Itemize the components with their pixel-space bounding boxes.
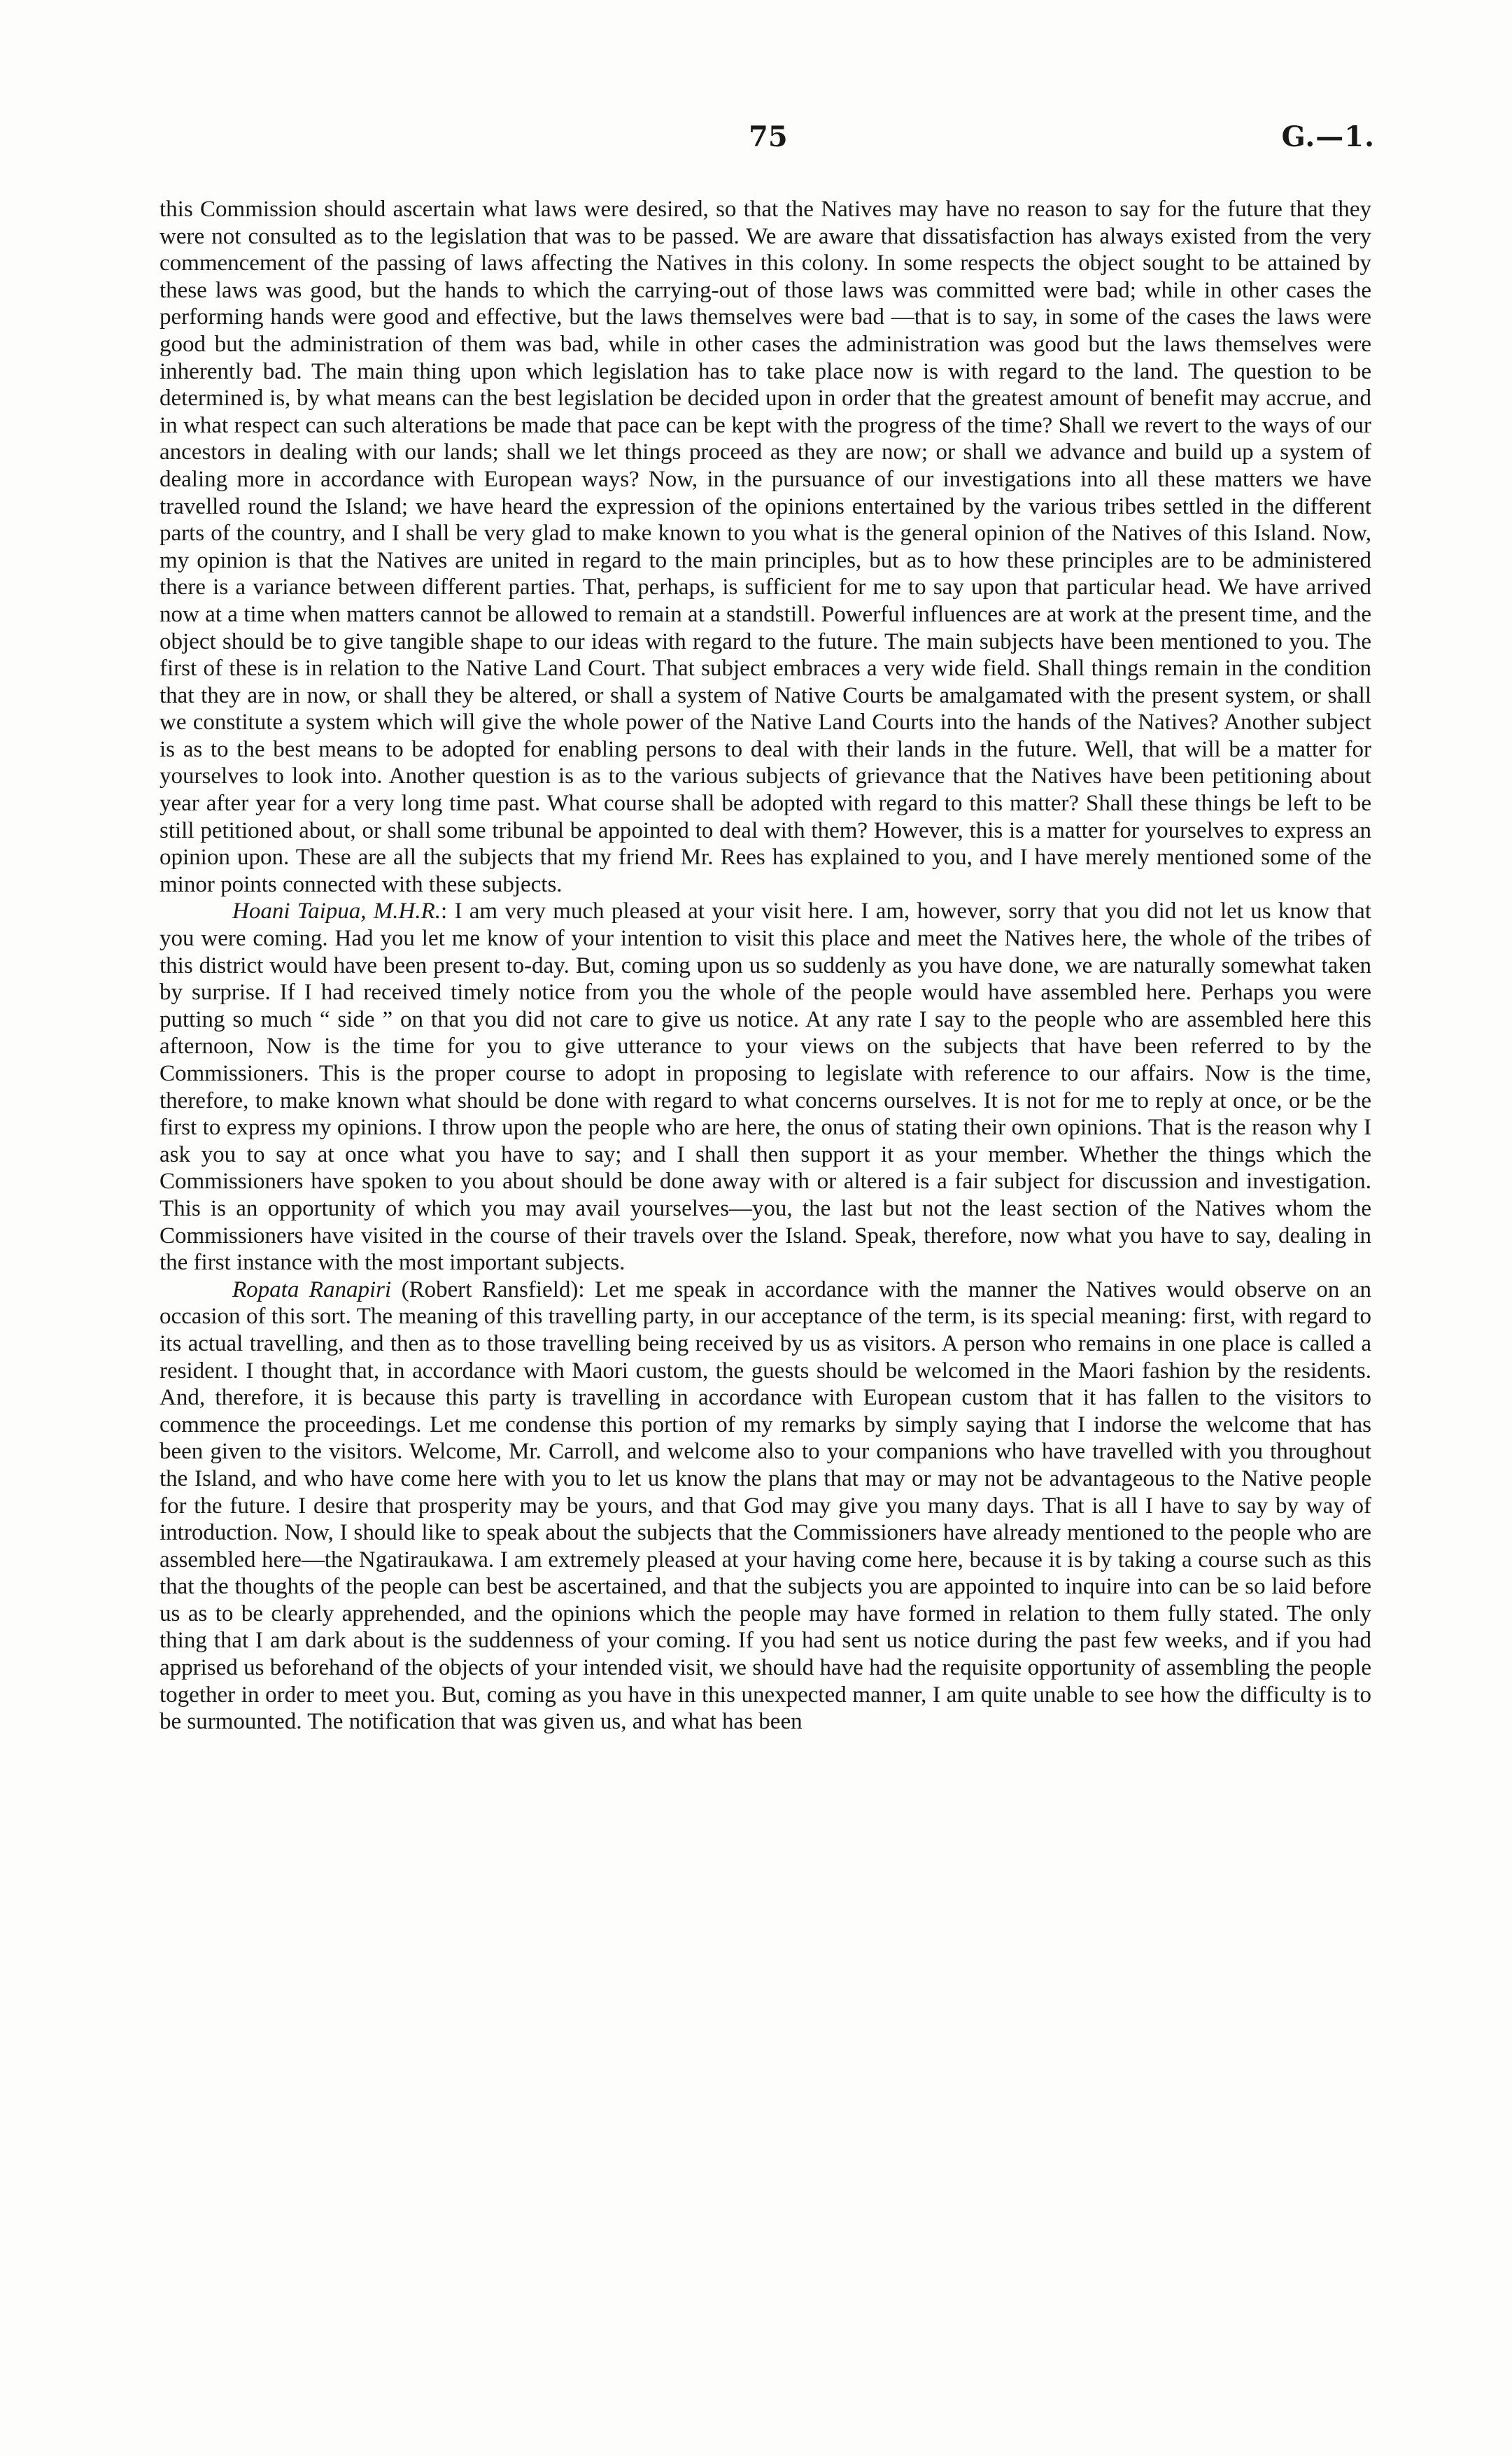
paragraph-text: this Commission should ascertain what laws were desired, so that the Natives may have no reason to say for the future that they were not consulted as to the legislation that was to be passed. We are aware that dissatisfaction has always existed from the very commencement of the passing of laws affecting the Natives in this colony. In some respects the object sought to be attained by these laws was good, but the hands to which the carrying-out of those laws was committed were bad; while in other cases the performing hands were good and effective, but the laws themselves were bad —that is to say, in some of the cases the laws were good but the administration of them was bad, while in other cases the administration was good but the laws themselves were inherently bad. The main thing upon which legislation has to take place now is with regard to the land. The question to be determined is, by what means can the best legislation be decided upon in order that the greatest amount of benefit may accrue, and in what respect can such alterations be made that pace can be kept with the progress of the time? Shall we revert to the ways of our ancestors in dealing with our lands; shall we let things proceed as they are now; or shall we advance and build up a system of dealing more in accordance with European ways? Now, in the pursuance of our investigations into all these matters we have travelled round the Island; we have heard the expression of the opinions entertained by the various tribes settled in the different parts of the country, and I shall be very glad to make known to you what is the general opinion of the Natives of this Island. Now, my opinion is that the Natives are united in regard to the main principles, but as to how these principles are to be administered there is a variance between different parties. That, perhaps, is sufficient for me to say upon that particular head. We have arrived now at a time when matters cannot be allowed to remain at a standstill. Powerful influences are at work at the present time, and the object should be to give tangible shape to our ideas with regard to the future. The main subjects have been mentioned to you. The first of these is in relation to the Native Land Court. That subject embraces a very wide field. Shall things remain in the condition that they are in now, or shall they be altered, or shall a system of Native Courts be amalgamated with the present system, or shall we constitute a system which will give the whole power of the Native Land Courts into the hands of the Natives? Another subject is as to the best means to be adopted for enabling persons to deal with their lands in the future. Well, that will be a matter for yourselves to look into. Another question is as to the various subjects of grievance that the Natives have been petitioning about year after year for a very long time past. What course shall be adopted with regard to this matter? Shall these things be left to be still petitioned about, or shall some tribunal be appointed to deal with them? However, this is a matter for yourselves to express an opinion upon. These are all the subjects that my friend Mr. Rees has explained to you, and I have merely mentioned some of the minor points connected with these subjects. <box>160 197 1371 897</box>
page-header <box>0 120 1512 162</box>
speaker-name: Ropata Ranapiri <box>232 1276 392 1302</box>
speaker-name: Hoani Taipua, M.H.R. <box>232 899 441 924</box>
paragraph <box>160 1276 1371 1736</box>
paragraph-text: I am very much pleased at your visit here. I am, however, sorry that you did not let us know that you were coming. Had you let me know of your intention to visit this place and meet the Natives here, the whole of the tribes of this district would have been present to-day. But, coming upon us so suddenly as you have done, we are naturally somewhat taken by surprise. If I had received timely notice from you the whole of the people would have assembled here. Perhaps you were putting so much “ side ” on that you did not care to give us notice. At any rate I say to the people who are assembled here this afternoon, Now is the time for you to give utterance to your views on the subjects that have been referred to by the Commissioners. This is the proper course to adopt in proposing to legislate with reference to our affairs. Now is the time, therefore, to make known what should be done with regard to what concerns ourselves. It is not for me to reply at once, or be the first to express my opinions. I throw upon the people who are here, the onus of stating their own opinions. That is the reason why I ask you to say at once what you have to say; and I shall then support it as your member. Whether the things which the Commissioners have spoken to you about should be done away with or altered is a fair subject for discussion and investigation. This is an opportunity of which you may avail yourselves—you, the last but not the least section of the Natives whom the Commissioners have visited in the course of their travels over the Island. Speak, therefore, now what you have to say, dealing in the first instance with the most important subjects. <box>160 899 1371 1276</box>
paragraph <box>160 196 1371 898</box>
speaker-suffix: (Robert Ransfield): <box>391 1276 585 1302</box>
speaker-suffix: : <box>441 899 448 924</box>
document-reference: G.—1. <box>1281 120 1375 153</box>
paragraph-text: Let me speak in accordance with the manner the Natives would observe on an occasion of this sort. The meaning of this travelling party, in our acceptance of the term, is its special meaning: first, with regard to its actual travelling, and then as to those travelling being received by us as visitors. A person who remains in one place is called a resident. I thought that, in accordance with Maori custom, the guests should be welcomed in the Maori fashion by the residents. And, therefore, it is because this party is travelling in accordance with European custom that it has fallen to the visitors to commence the proceedings. Let me condense this portion of my remarks by simply saying that I indorse the welcome that has been given to the visitors. Welcome, Mr. Carroll, and welcome also to your companions who have travelled with you throughout the Island, and who have come here with you to let us know the plans that may or may not be advantageous to the Native people for the future. I desire that prosperity may be yours, and that God may give you many days. That is all I have to say by way of introduction. Now, I should like to speak about the subjects that the Commissioners have already mentioned to the people who are assembled here—the Ngatiraukawa. I am extremely pleased at your having come here, because it is by taking a course such as this that the thoughts of the people can best be ascertained, and that the subjects you are appointed to inquire into can be so laid before us as to be clearly apprehended, and the opinions which the people may have formed in relation to them fully stated. The only thing that I am dark about is the suddenness of your coming. If you had sent us notice during the past few weeks, and if you had apprised us beforehand of the objects of your intended visit, we should have had the requisite opportunity of assembling the people together in order to meet you. But, coming as you have in this unexpected manner, I am quite unable to see how the difficulty is to be surmounted. The notification that was given us, and what has been <box>160 1276 1371 1735</box>
page-number: 75 <box>749 120 788 153</box>
paragraph <box>160 898 1371 1276</box>
body-text <box>160 196 1371 1736</box>
